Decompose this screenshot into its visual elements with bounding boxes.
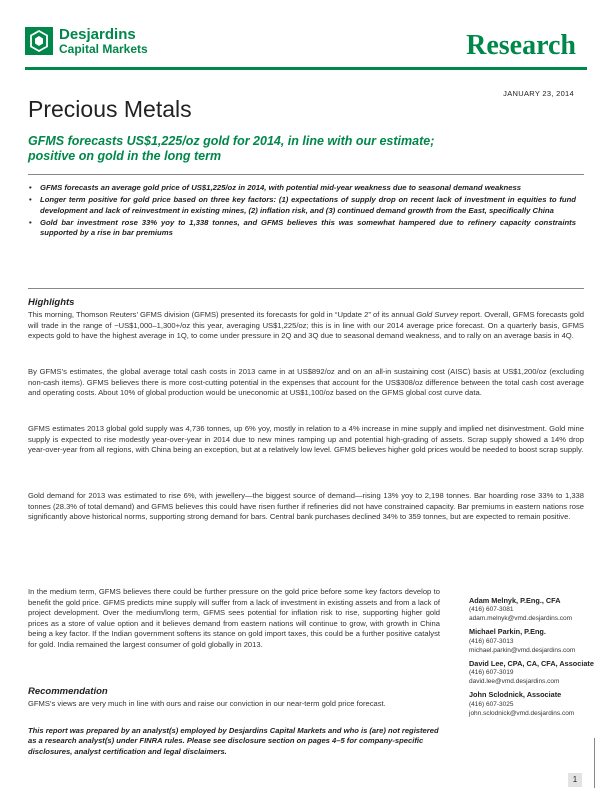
page-title: Precious Metals [28, 96, 192, 122]
analyst-email[interactable]: david.lee@vmd.desjardins.com [469, 678, 560, 686]
analyst-card [469, 627, 599, 654]
key-point: • Longer term positive for gold price based on three key factors: (1) expectations of supply drop on recent lack of investment in equities to fund development and lack of reinvestment in existing mines, (2) inflation risk, and (3) continued demand growth from the East, specifically China [28, 195, 576, 216]
page-number: 1 [568, 773, 582, 787]
key-point: • GFMS forecasts an average gold price of US$1,225/oz in 2014, with potential mid-year weakness due to seasonal demand weakness [28, 183, 576, 193]
analyst-email[interactable]: adam.melnyk@vmd.desjardins.com [469, 615, 573, 623]
divider-bottom [28, 288, 584, 289]
logo-name: Desjardins [59, 26, 136, 43]
recommendation-heading: Recommendation [28, 686, 108, 697]
analyst-name: Michael Parkin, P.Eng. [469, 627, 546, 637]
analyst-name: Adam Melnyk, P.Eng., CFA [469, 596, 561, 605]
analyst-email[interactable]: michael.parkin@vmd.desjardins.com [469, 646, 576, 654]
divider-top [28, 174, 584, 175]
p1-text-a: This morning, Thomson Reuters’ GFMS division (GFMS) presented its forecasts for gold in “Update 2” of its annual [28, 310, 417, 319]
analyst-card [469, 690, 599, 717]
analyst-email[interactable]: john.sclodnick@vmd.desjardins.com [469, 709, 575, 717]
analyst-phone: (416) 607-3019 [469, 669, 514, 677]
analyst-phone: (416) 607-3013 [469, 637, 514, 645]
report-date: JANUARY 23, 2014 [503, 89, 574, 98]
analyst-name: John Sclodnick, Associate [469, 690, 562, 700]
analyst-phone: (416) 607-3025 [469, 700, 514, 708]
key-points-list [28, 183, 576, 240]
key-point: • Gold bar investment rose 33% yoy to 1,338 tonnes, and GFMS believes this was somewhat hampered due to refinery capacity constraints supported by a rise in bar premiums [28, 218, 576, 239]
desjardins-hexagon-icon [25, 27, 53, 55]
gold-survey-title: Gold Survey [416, 310, 459, 319]
finra-disclaimer: This report was prepared by an analyst(s) employed by Desjardins Capital Markets and who is (are) not registered as a research analyst(s) under FINRA rules. Please see disclosure section on pages 4–5 for company-specific disclosures, analyst certification and legal disclaimers. [28, 726, 439, 756]
desjardins-logo [25, 27, 148, 55]
analyst-card [469, 659, 599, 686]
highlights-paragraph-5: In the medium term, GFMS believes there could be further pressure on the gold price before some key factors develop to benefit the gold price. GFMS predicts mine supply will suffer from a lack of investment in existing assets and from a lack of project development. Over the medium/long term, GFMS sees potential for inflation risk to rise, supporting higher gold prices as a store of value option and it believes demand from eastern nations will continue to grow, with growth in China being a key factor. If the Indian government softens its stance on gold import taxes, this could be a further positive catalyst for gold. India remained the largest consumer of gold globally in 2013. [28, 587, 440, 649]
highlights-paragraph-3: GFMS estimates 2013 global gold supply was 4,736 tonnes, up 6% yoy, mostly in relation to a 4% increase in mine supply and implied net disinvestment. Gold mine supply is expected to rise modestly year-over-year in 2014 due to new mines ramping up and potential high-grading of assets. Scrap supply showed a 14% drop year-over-year from all regions, with China being an exception, but at a relatively low level. GFMS believes higher gold prices would be needed to boost scrap supply. [28, 424, 584, 455]
analyst-phone: (416) 607-3081 [469, 606, 514, 614]
header-divider [25, 67, 587, 70]
highlights-heading: Highlights [28, 297, 75, 308]
highlights-paragraph-2: By GFMS’s estimates, the global average total cash costs in 2013 came in at US$892/oz and on an all-in sustaining cost (AISC) basis at US$1,200/oz (excluding non-cash items). GFMS believes there is more cost-cutting potential in the expenses that account for the US$308/oz difference between the total cash cost average and operating costs. About 10% of global production would be uneconomic at US$1,100/oz based on the GFMS global cost curve data. [28, 367, 584, 398]
footer-vertical-rule [594, 738, 595, 788]
highlights-paragraph-1 [28, 310, 584, 342]
highlights-paragraph-4: Gold demand for 2013 was estimated to rise 6%, with jewellery—the biggest source of demand—rising 13% yoy to 2,198 tonnes. Bar hoarding rose 33% to 1,338 tonnes (28.3% of total demand) and GFMS believes this could have risen further if refineries did not have constrained capacity. Bar premiums in eastern nations rose significantly above historical norms, supporting strong demand for bars. Central bank purchases declined 34% to 359 tonnes, but are expected to remain positive. [28, 491, 584, 522]
section-title: Research [466, 30, 576, 61]
p1-text-c: report. Overall, GFMS forecasts gold will trade in the range of ~US$1,000–1,300+/oz this year, averaging US$1,225/oz; this is in line with our 2014 average price forecast. On a quarterly basis, GFMS expects gold to have the highest average in 1Q, to come under pressure in 2Q and 3Q due to seasonal demand weakness, and to rally on an average basis in 4Q. [28, 310, 584, 341]
analyst-contacts [469, 596, 599, 722]
logo-subtitle: Capital Markets [59, 42, 148, 56]
recommendation-paragraph: GFMS’s views are very much in line with ours and raise our conviction in our near-term gold price forecast. [28, 699, 386, 708]
analyst-name: David Lee, CPA, CA, CFA, Associate [469, 658, 594, 668]
analyst-card [469, 596, 599, 623]
page-subtitle: GFMS forecasts US$1,225/oz gold for 2014, in line with our estimate; positive on gold in the long term [28, 134, 435, 163]
